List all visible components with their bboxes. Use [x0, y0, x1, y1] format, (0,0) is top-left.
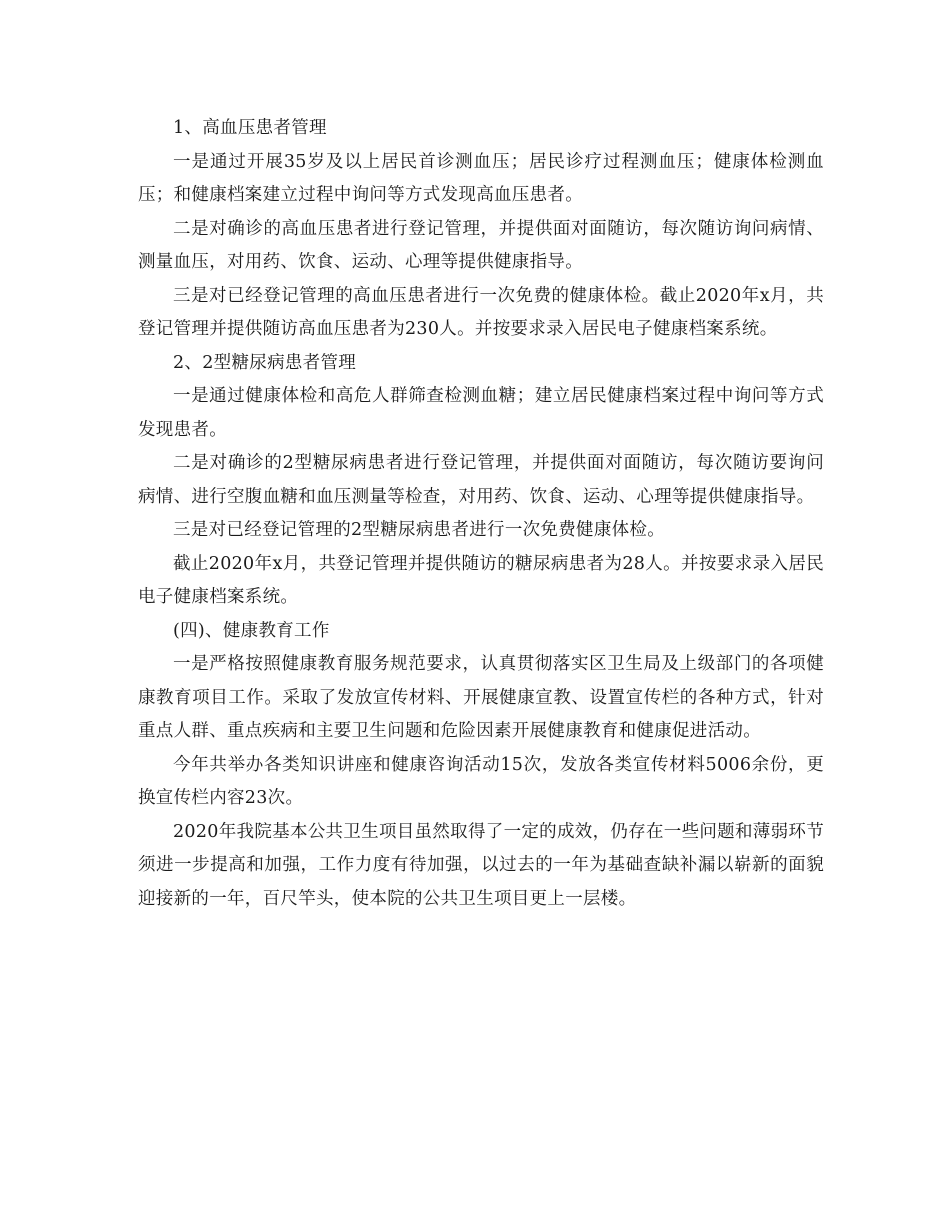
- paragraph: 一是通过健康体检和高危人群筛查检测血糖；建立居民健康档案过程中询问等方式发现患者。: [138, 386, 824, 440]
- document-body: [138, 112, 824, 916]
- paragraph: 2020年我院基本公共卫生项目虽然取得了一定的成效，仍存在一些问题和薄弱环节须进一步提高和加强，工作力度有待加强，以过去的一年为基础查缺补漏以崭新的面貌迎接新的一年，百尺竿头，使本院的公共卫生项目更上一层楼。: [138, 821, 824, 909]
- paragraph: 一是严格按照健康教育服务规范要求，认真贯彻落实区卫生局及上级部门的各项健康教育项目工作。采取了发放宣传材料、开展健康宣教、设置宣传栏的各种方式，针对重点人群、重点疾病和主要卫生问题和危险因素开展健康教育和健康促进活动。: [138, 654, 824, 741]
- paragraph: 一是通过开展35岁及以上居民首诊测血压；居民诊疗过程测血压；健康体检测血压；和健康档案建立过程中询问等方式发现高血压患者。: [138, 151, 824, 205]
- section-heading-health-education: (四)、健康教育工作: [173, 620, 330, 641]
- paragraph: 截止2020年x月，共登记管理并提供随访的糖尿病患者为28人。并按要求录入居民电子健康档案系统。: [138, 553, 824, 607]
- section-heading-hypertension: 1、高血压患者管理: [173, 118, 327, 138]
- section-heading-diabetes: 2、2型糖尿病患者管理: [173, 352, 357, 373]
- paragraph: 今年共举办各类知识讲座和健康咨询活动15次，发放各类宣传材料5006余份，更换宣传栏内容23次。: [138, 754, 824, 808]
- paragraph: 三是对已经登记管理的高血压患者进行一次免费的健康体检。截止2020年x月，共登记管理并提供随访高血压患者为230人。并按要求录入居民电子健康档案系统。: [138, 285, 824, 339]
- paragraph: 二是对确诊的高血压患者进行登记管理，并提供面对面随访，每次随访询问病情、测量血压，对用药、饮食、运动、心理等提供健康指导。: [138, 218, 824, 272]
- paragraph: 三是对已经登记管理的2型糖尿病患者进行一次免费健康体检。: [173, 520, 666, 540]
- paragraph: 二是对确诊的2型糖尿病患者进行登记管理，并提供面对面随访，每次随访要询问病情、进行空腹血糖和血压测量等检查，对用药、饮食、运动、心理等提供健康指导。: [138, 453, 824, 507]
